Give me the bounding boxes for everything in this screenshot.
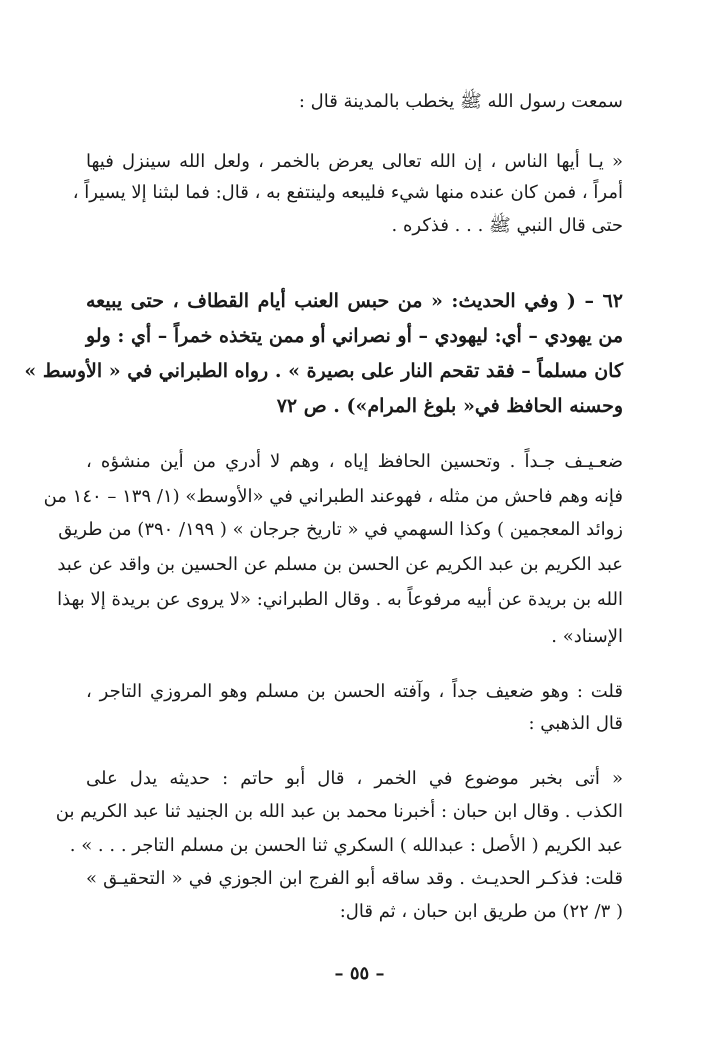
page-number: – ٥٥ – [334, 963, 385, 984]
text-line: عبد الكريم ( الأصل : عبدالله ) السكري ثنا الحسن بن مسلم التاجر . . . » . [69, 835, 623, 856]
text-line: الإسناد» . [551, 626, 623, 647]
text-line: سمعت رسول الله ﷺ يخطب بالمدينة قال : [298, 91, 623, 112]
text-line: أمراً ، فمن كان عنده منها شيء فليبعه ولينتفع به ، قال: فما لبثنا إلا يسيراً ، [72, 182, 623, 203]
text-line: حتى قال النبي ﷺ . . . فذكره . [391, 215, 623, 236]
text-line: زوائد المعجمين ) وكذا السهمي في « تاريخ جرجان » ( ١٩٩/ ٣٩٠) من طريق [58, 519, 623, 540]
text-line: قال الذهبي : [528, 713, 623, 734]
text-line: قلت : وهو ضعيف جداً ، وآفته الحسن بن مسلم وهو المروزي التاجر ، [86, 681, 623, 702]
text-line: عبد الكريم بن عبد الكريم عن الحسن بن مسلم عن الحسين بن واقد عن عبد [57, 554, 623, 575]
text-line: قلت: فذكـر الحديـث . وقد ساقه أبو الفرج ابن الجوزي في « التحقيـق » [86, 868, 623, 889]
hadith-line: وحسنه الحافظ في« بلوغ المرام») . ص ٧٢ [276, 395, 623, 417]
hadith-line: من يهودي – أي: ليهودي – أو نصراني أو ممن يتخذه خمراً – أي : ولو [86, 325, 623, 347]
hadith-line: ٦٢ – ( وفي الحديث: « من حبس العنب أيام القطاف ، حتى يبيعه [86, 290, 623, 312]
text-line: ضعـيـف جـداً . وتحسين الحافظ إياه ، وهم لا أدري من أين منشؤه ، [86, 451, 623, 472]
text-line: الله بن بريدة عن أبيه مرفوعاً به . وقال الطبراني: «لا يروى عن بريدة إلا بهذا [57, 589, 623, 610]
text-line: الكذب . وقال ابن حبان : أخبرنا محمد بن عبد الله بن الجنيد ثنا عبد الكريم بن [55, 801, 623, 822]
text-line: ( ٣/ ٢٢) من طريق ابن حبان ، ثم قال: [339, 901, 623, 922]
text-line: « أتى بخبر موضوع في الخمر ، قال أبو حاتم : حديثه يدل على [86, 768, 623, 789]
text-line: فإنه وهم فاحش من مثله ، فهوعند الطبراني في «الأوسط» (١/ ١٣٩ – ١٤٠ من [43, 486, 623, 507]
text-line: « يـا أيها الناس ، إن الله تعالى يعرض بالخمر ، ولعل الله سينزل فيها [86, 151, 623, 172]
hadith-line: كان مسلماً – فقد تقحم النار على بصيرة » . رواه الطبراني في « الأوسط » [24, 360, 623, 382]
